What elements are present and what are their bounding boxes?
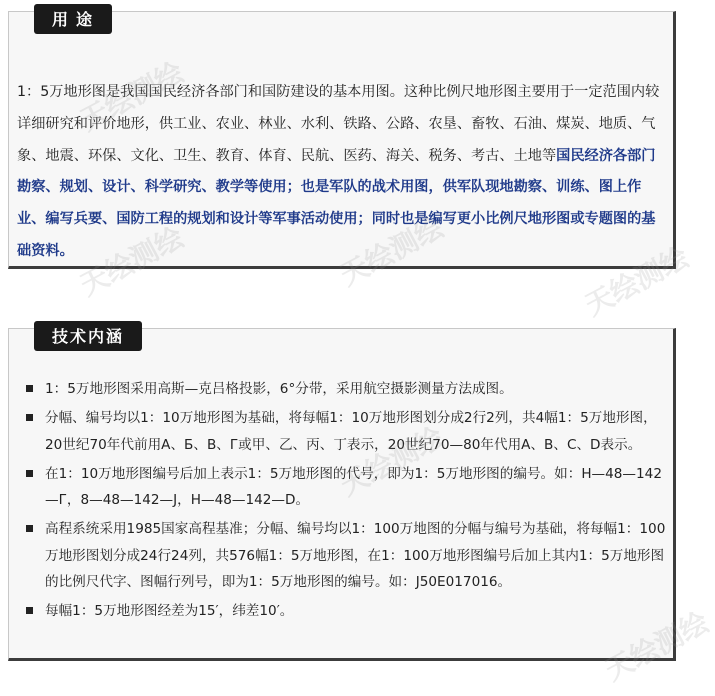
tech-list-item: 1：5万地形图采用高斯—克吕格投影，6°分带，采用航空摄影测量方法成图。 — [19, 376, 669, 402]
usage-highlight-text: 国民经济各部门勘察、规划、设计、科学研究、教学等使用；也是军队的战术用图，供军队现地勘察、训练、图上作业、编写兵要、国防工程的规划和设计等军事活动使用；同时也是编写更小比例尺地形图或专题图的基础资料。 — [17, 147, 656, 259]
tech-list-item: 在1：10万地形图编号后加上表示1：5万地形图的代号，即为1：5万地形图的编号。如：H—48—142—Г，8—48—142—J，H—48—142—D。 — [19, 461, 669, 514]
tech-list — [19, 376, 669, 628]
watermark: 天绘测绘 — [579, 240, 694, 323]
tech-list-item: 分幅、编号均以1：10万地形图为基础，将每幅1：10万地形图划分成2行2列，共4幅1：5万地形图，20世纪70年代前用А、Б、В、Г或甲、乙、丙、丁表示，20世纪70—80年代用A、B、C、D表示。 — [19, 405, 669, 458]
usage-text: 1：5万地形图是我国国民经济各部门和国防建设的基本用图。这种比例尺地形图主要用于一定范围内较详细研究和评价地形，供工业、农业、林业、水利、铁路、公路、农垦、畜牧、石油、煤炭、地质、气象、地震、环保、文化、卫生、教育、体育、民航、医药、海关、税务、考古、土地等 — [17, 84, 660, 164]
usage-card — [8, 11, 676, 269]
tech-tag: 技术内涵 — [34, 321, 142, 351]
usage-tag: 用途 — [34, 4, 112, 34]
usage-paragraph — [17, 77, 669, 268]
tech-list-item: 高程系统采用1985国家高程基准；分幅、编号均以1：100万地图的分幅与编号为基础，将每幅1：100万地形图划分成24行24列，共576幅1：5万地形图，在1：100万地形图编号后加上其内1：5万地形图的比例尺代字、图幅行列号，即为1：5万地形图的编号。如：J50E017016。 — [19, 516, 669, 595]
tech-card — [8, 328, 676, 661]
tech-list-item: 每幅1：5万地形图经差为15′，纬差10′。 — [19, 598, 669, 624]
